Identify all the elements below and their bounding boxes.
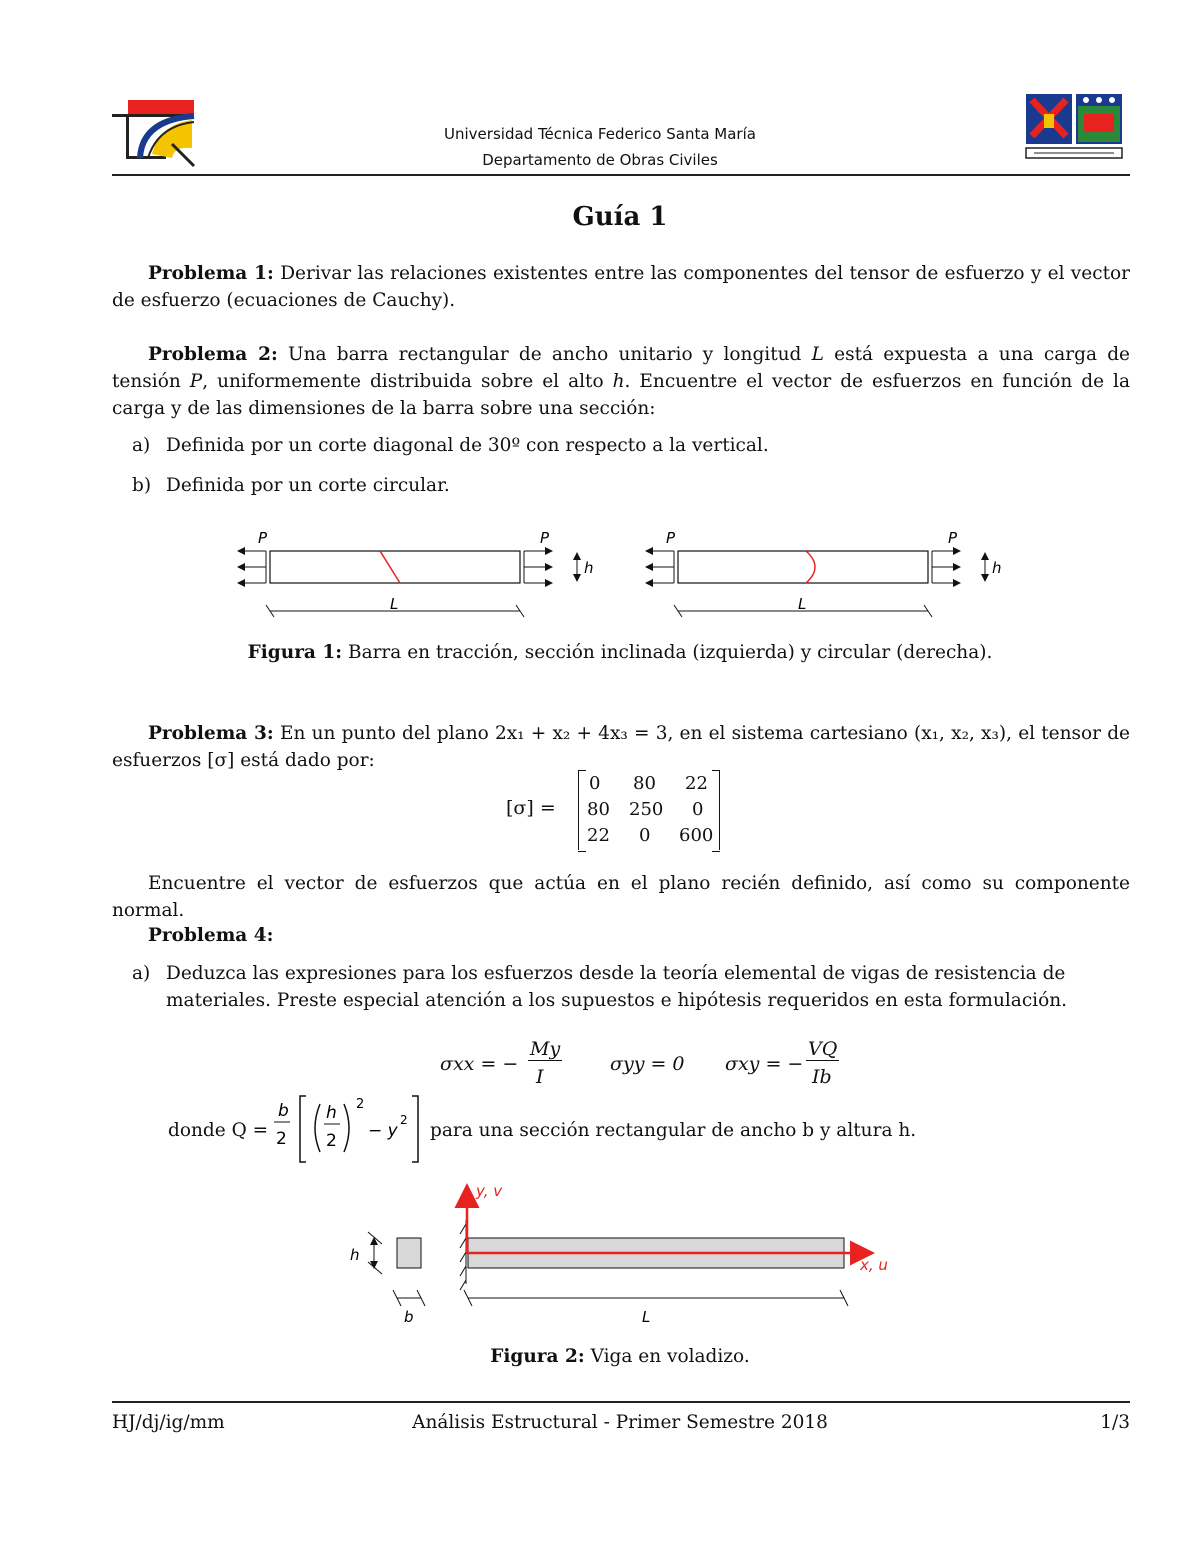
university-name: Universidad Técnica Federico Santa María [444, 125, 756, 143]
problem-4-label: Problema 4: [148, 925, 274, 946]
eq-sigma-xy-den: Ib [812, 1066, 832, 1088]
stress-matrix [578, 770, 720, 850]
problem-2-text-d: . Encuentre el vector de esfuerzos en función de la carga y de las dimensiones de la barra sobre una sección: [112, 371, 1130, 419]
label-P-left: P [666, 529, 676, 547]
svg-text:2: 2 [326, 1131, 337, 1151]
problem-4 [112, 922, 1130, 949]
circular-cut [806, 551, 815, 583]
eq-sigma-xy: σxy = − [725, 1053, 804, 1075]
footer-center: Análisis Estructural - Primer Semestre 2018 [412, 1412, 828, 1433]
eq-sigma-yy: σyy = 0 [610, 1053, 685, 1075]
matrix-cell: 0 [692, 799, 704, 820]
label-h: h [350, 1246, 360, 1264]
svg-text:− y: − y [368, 1121, 398, 1141]
label-L: L [390, 595, 399, 613]
bar-right [646, 529, 1002, 617]
footer-rule [112, 1401, 1130, 1403]
var-h: h [612, 371, 625, 392]
var-P: P [189, 371, 203, 392]
page-title: Guía 1 [572, 202, 668, 232]
problem-3-text-a: En un punto del plano 2x₁ + x₂ + 4x₃ = 3, en el sistema cartesiano (x₁, x₂, x₃), el tensor de esfuerzos [σ] está dado por: [112, 723, 1131, 771]
label-b: b [404, 1308, 414, 1326]
figure-2-caption [0, 1346, 1200, 1367]
eq-sigma-xx-num: My [530, 1038, 561, 1060]
matrix-cell: 80 [587, 799, 610, 820]
label-h: h [584, 559, 594, 577]
q-formula [270, 1090, 430, 1168]
caption-text: Viga en voladizo. [590, 1346, 750, 1367]
caption-label: Figura 1: [247, 642, 343, 663]
svg-text:h: h [326, 1103, 337, 1123]
matrix-cell: 250 [629, 799, 664, 820]
matrix-cell: 22 [685, 773, 708, 794]
figure-1-diagram [230, 525, 1010, 625]
header-rule [112, 174, 1130, 176]
item-label: a) [132, 963, 151, 984]
label-xu: x, u [860, 1256, 888, 1274]
label-h: h [992, 559, 1002, 577]
problem-3 [112, 720, 1130, 774]
footer-page: 1/3 [1100, 1412, 1130, 1433]
problem-2-text-b: está expuesta a una carga de tensión [112, 344, 1130, 392]
problem-4-item-a [132, 960, 1132, 1014]
problem-2-item-b [132, 472, 1132, 499]
svg-text:b: b [278, 1101, 289, 1121]
matrix-lhs: [σ] = [506, 797, 556, 819]
matrix-cell: 22 [587, 825, 610, 846]
eq-sigma-xx: σxx = − [440, 1053, 519, 1075]
item-text: Deduzca las expresiones para los esfuerzos desde la teoría elemental de vigas de resistencia de materiales. Preste especial atención a los supuestos e hipótesis requeridos en esta formulación. [166, 963, 1068, 1011]
matrix-cell: 0 [589, 773, 601, 794]
item-text: Definida por un corte circular. [166, 475, 450, 496]
label-yv: y, v [476, 1182, 503, 1200]
problem-2 [112, 341, 1130, 422]
svg-text:2: 2 [276, 1129, 287, 1149]
problem-3-label: Problema 3: [148, 723, 274, 744]
problem-3-text-b: Encuentre el vector de esfuerzos que actúa en el plano recién definido, así como su componente normal. [112, 873, 1130, 921]
caption-text: Barra en tracción, sección inclinada (izquierda) y circular (derecha). [347, 642, 993, 663]
equations [440, 1040, 860, 1090]
svg-text:2: 2 [400, 1113, 408, 1127]
problem-3-question [112, 870, 1130, 924]
problem-2-label: Problema 2: [148, 344, 278, 365]
problem-1-label: Problema 1: [148, 263, 274, 284]
fixed-support [460, 1220, 466, 1290]
cross-section [397, 1238, 421, 1268]
item-text: Definida por un corte diagonal de 30º con respecto a la vertical. [166, 435, 769, 456]
figure-2-diagram [340, 1180, 900, 1330]
footer-left: HJ/dj/ig/mm [112, 1412, 225, 1433]
label-P-right: P [540, 529, 550, 547]
label-P-left: P [258, 529, 268, 547]
diagonal-cut [380, 551, 400, 583]
problem-1-text: Derivar las relaciones existentes entre las componentes del tensor de esfuerzo y el vector de esfuerzo (ecuaciones de Cauchy). [112, 263, 1130, 311]
caption-label: Figura 2: [490, 1346, 585, 1367]
problem-2-text-a: Una barra rectangular de ancho unitario y longitud [288, 344, 812, 365]
matrix-cell: 80 [633, 773, 656, 794]
problem-2-item-a [132, 432, 1132, 459]
eq-sigma-xy-num: VQ [808, 1038, 838, 1060]
label-L: L [642, 1308, 651, 1326]
department-name: Departamento de Obras Civiles [482, 151, 718, 169]
label-P-right: P [948, 529, 958, 547]
donde-rhs: para una sección rectangular de ancho b y altura h. [430, 1120, 917, 1141]
donde-lhs: donde Q = [168, 1120, 269, 1141]
svg-text:2: 2 [356, 1097, 365, 1112]
matrix-cell: 600 [679, 825, 714, 846]
var-L: L [811, 344, 824, 365]
figure-1-caption [0, 642, 1200, 663]
matrix-cell: 0 [639, 825, 651, 846]
bar-left [238, 529, 594, 617]
item-label: a) [132, 435, 151, 456]
label-L: L [798, 595, 807, 613]
problem-2-text-c: , uniformemente distribuida sobre el alto [202, 371, 613, 392]
eq-sigma-xx-den: I [536, 1066, 544, 1088]
problem-1 [112, 260, 1130, 314]
item-label: b) [132, 475, 152, 496]
